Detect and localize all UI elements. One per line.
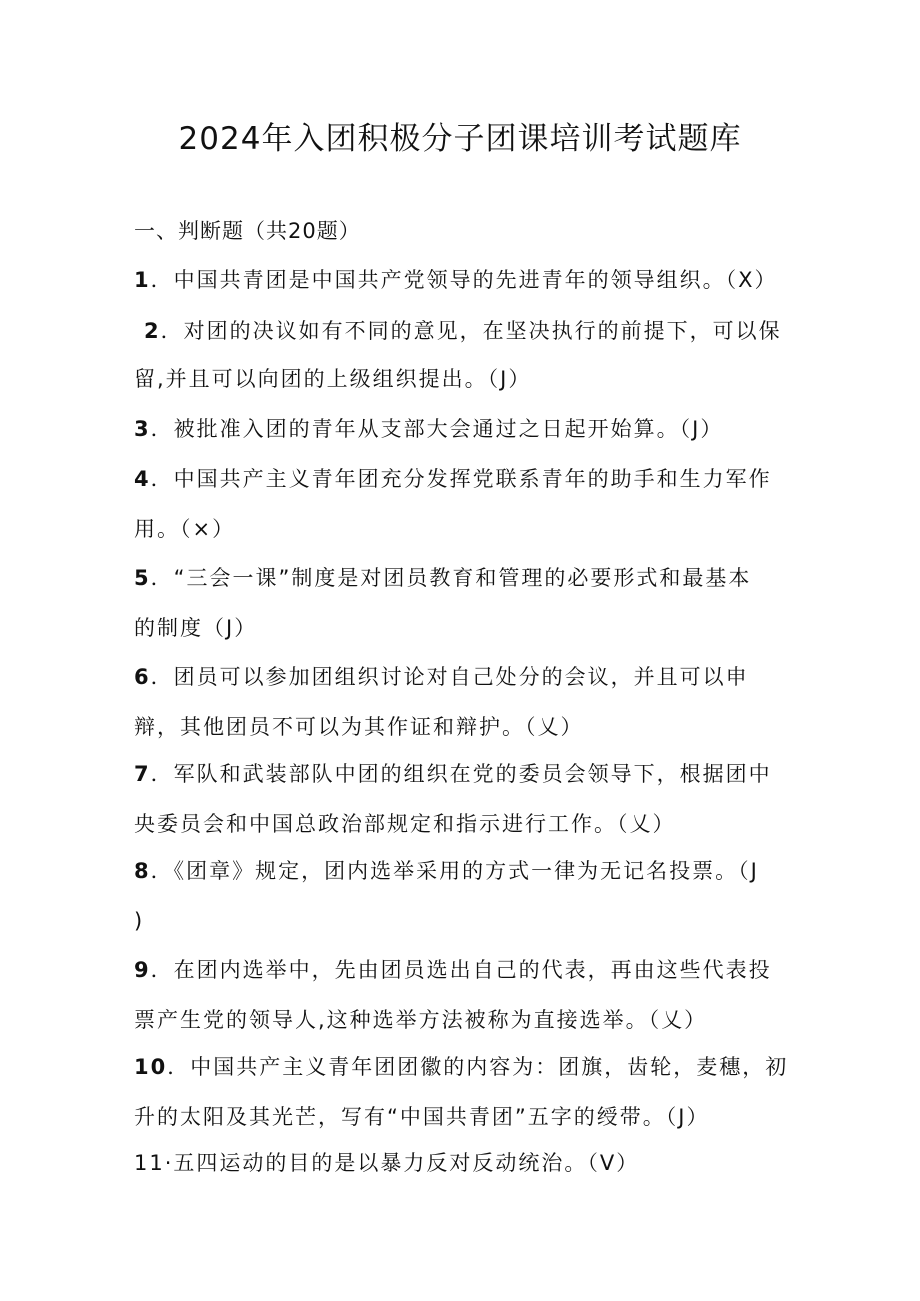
question-text-continued: 留,并且可以向团的上级组织提出。（J） (134, 367, 532, 391)
question-line (134, 553, 794, 603)
document-title: 2024年入团积极分子团课培训考试题库 (178, 121, 742, 157)
question-text: ．中国共青团是中国共产党领导的先进青年的领导组织。（X） (150, 268, 778, 292)
question-5 (134, 553, 794, 653)
question-number: 10 (134, 1055, 168, 1079)
question-number: 11 (134, 1151, 165, 1175)
question-number: 8 (134, 859, 151, 883)
section-heading: 一、判断题（共20题） (134, 219, 361, 243)
question-text-continued: 升的太阳及其光芒，写有“中国共青团”五字的绶带。（J） (134, 1105, 710, 1129)
question-2 (144, 306, 804, 356)
question-line (134, 454, 794, 504)
question-text-continued: 的制度（J） (134, 616, 258, 640)
question-text-continued: ) (134, 909, 145, 933)
question-line (134, 404, 794, 454)
question-number: 7 (134, 762, 151, 786)
question-1 (134, 255, 794, 305)
question-number: 5 (134, 566, 151, 590)
question-number: 9 (134, 958, 151, 982)
question-text: ．“三会一课”制度是对团员教育和管理的必要形式和最基本 (150, 566, 752, 590)
question-text: ．被批准入团的青年从支部大会通过之日起开始算。（J） (150, 417, 724, 441)
question-text: ．中国共产主义青年团充分发挥党联系青年的助手和生力军作 (150, 467, 772, 491)
question-line (144, 306, 804, 356)
question-text: ·五四运动的目的是以暴力反对反动统治。（V） (164, 1151, 640, 1175)
question-line (134, 749, 794, 799)
question-number: 1 (134, 268, 151, 292)
question-text-continued: 央委员会和中国总政治部规定和指示进行工作。（乂） (134, 812, 676, 836)
question-8 (134, 846, 794, 946)
question-text-continued: 辩，其他团员不可以为其作证和辩护。（乂） (134, 715, 584, 739)
question-number: 3 (134, 417, 151, 441)
question-line (134, 945, 794, 995)
question-10 (134, 1042, 794, 1142)
question-text: ．团员可以参加团组织讨论对自己处分的会议，并且可以申 (150, 665, 749, 689)
question-text: ．中国共产主义青年团团徽的内容为：团旗，齿轮，麦穗，初 (167, 1055, 789, 1079)
question-number: 4 (134, 467, 151, 491)
question-4 (134, 454, 794, 554)
question-line (134, 1138, 794, 1188)
question-9 (134, 945, 794, 1045)
question-11 (134, 1138, 794, 1188)
question-text: ．《团章》规定，团内选举采用的方式一律为无记名投票。（J (150, 859, 759, 883)
question-text-continued: 票产生党的领导人,这种选举方法被称为直接选举。（乂） (134, 1008, 708, 1032)
question-line (134, 846, 794, 896)
question-number: 6 (134, 665, 151, 689)
question-2-continuation (134, 354, 794, 404)
question-number: 2 (144, 319, 161, 343)
question-text-continued: 用。（×） (134, 517, 236, 541)
question-line (134, 652, 794, 702)
question-text: ．对团的决议如有不同的意见，在坚决执行的前提下，可以保 (160, 319, 782, 343)
question-6 (134, 652, 794, 752)
question-text: ．在团内选举中，先由团员选出自己的代表，再由这些代表投 (150, 958, 772, 982)
question-line (134, 1042, 794, 1092)
question-3 (134, 404, 794, 454)
question-7 (134, 749, 794, 849)
question-text: ．军队和武装部队中团的组织在党的委员会领导下，根据团中 (150, 762, 772, 786)
question-line (134, 255, 794, 305)
